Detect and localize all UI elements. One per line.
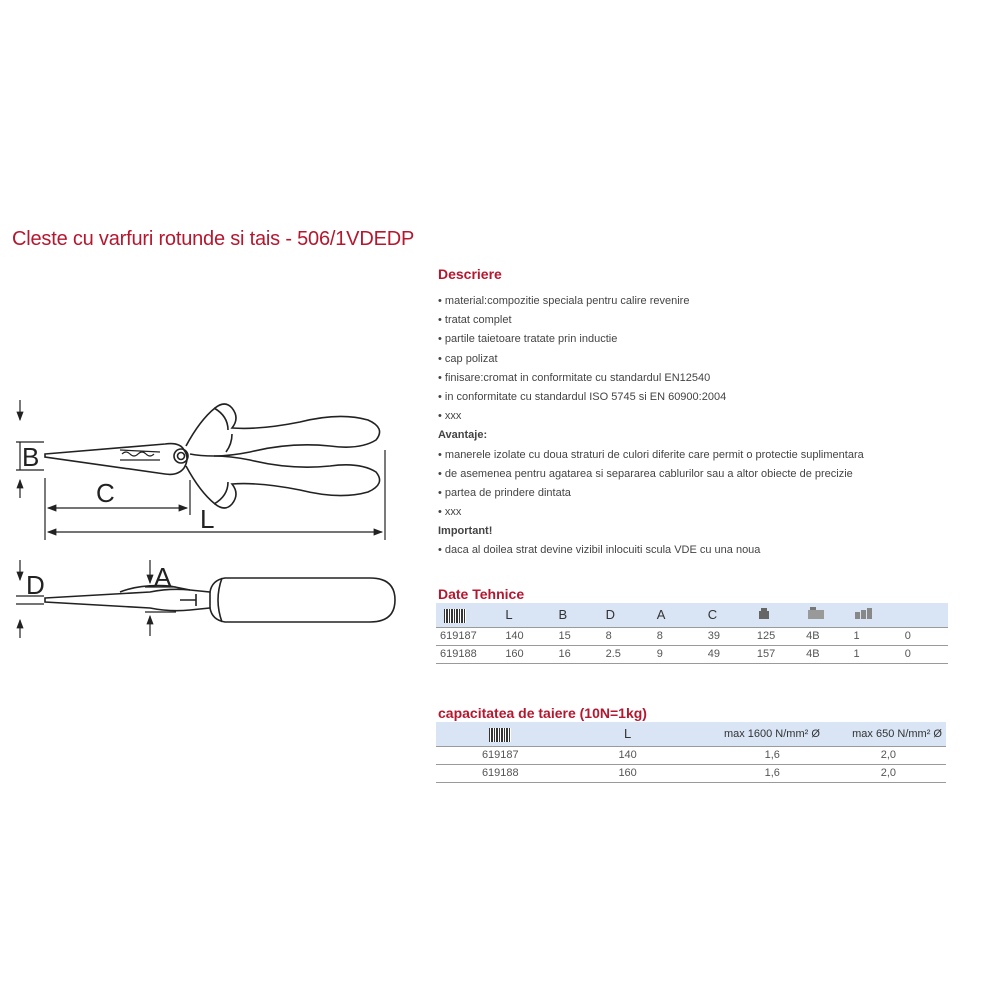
pliers-upper-handle xyxy=(186,404,380,456)
tech-cell: 157 xyxy=(757,645,806,663)
cutting-cell: 140 xyxy=(565,746,691,764)
tech-cell: 1 xyxy=(854,627,905,645)
advantages-heading: Avantaje: xyxy=(438,429,488,442)
tech-heading: Date Tehnice xyxy=(438,586,525,602)
dimension-label-b: B xyxy=(22,442,40,472)
dimension-label-c: C xyxy=(96,478,115,508)
tech-header-extra xyxy=(905,603,948,627)
cutting-cell: 2,0 xyxy=(828,764,946,782)
tech-cell: 125 xyxy=(757,627,806,645)
description-item: • finisare:cromat in conformitate cu standardul EN12540 xyxy=(438,371,711,384)
description-item: • material:compozitie speciala pentru calire revenire xyxy=(438,295,690,307)
barcode-icon xyxy=(436,603,505,627)
pliers-drawing xyxy=(0,380,420,680)
tech-header-d: D xyxy=(606,603,657,627)
cutting-header-1600: max 1600 N/mm² Ø xyxy=(691,722,828,746)
description-item: • xxx xyxy=(438,410,462,423)
table-row xyxy=(436,645,948,663)
tech-cell: 619188 xyxy=(436,645,505,663)
description-block xyxy=(438,292,988,561)
advantage-item: • partea de prindere dintata xyxy=(438,486,571,499)
tech-table-header xyxy=(436,603,948,627)
advantage-item: • manerele izolate cu doua straturi de culori diferite care permit o protectie suplimentara xyxy=(438,448,864,461)
pliers-pivot xyxy=(174,449,188,463)
tech-cell: 2.5 xyxy=(606,645,657,663)
tech-table xyxy=(436,603,948,664)
cutting-cell: 1,6 xyxy=(691,746,828,764)
dimension-label-a: A xyxy=(154,562,172,592)
page-title: Cleste cu varfuri rotunde si tais - 506/1VDEDP xyxy=(12,228,415,250)
dimension-label-d: D xyxy=(26,570,45,600)
tech-cell: 4B xyxy=(806,627,853,645)
box-quantity-icon xyxy=(854,603,905,627)
tech-cell: 8 xyxy=(657,627,708,645)
tech-cell: 15 xyxy=(558,627,605,645)
cutting-table-header xyxy=(436,722,946,746)
cutting-heading: capacitatea de taiere (10N=1kg) xyxy=(438,705,647,721)
description-item: • in conformitate cu standardul ISO 5745 si EN 60900:2004 xyxy=(438,390,727,403)
description-item: • partile taietoare tratate prin inductie xyxy=(438,333,618,346)
important-item: • daca al doilea strat devine vizibil inlocuiti scula VDE cu una noua xyxy=(438,544,761,557)
description-item: • tratat complet xyxy=(438,314,512,327)
description-item: • cap polizat xyxy=(438,352,498,365)
tech-cell: 160 xyxy=(505,645,558,663)
cutting-cell: 619188 xyxy=(436,764,565,782)
cutting-header-l: L xyxy=(565,722,691,746)
tech-header-a: A xyxy=(657,603,708,627)
tech-cell: 4B xyxy=(806,645,853,663)
description-heading: Descriere xyxy=(438,266,502,282)
cutting-cell: 619187 xyxy=(436,746,565,764)
tech-header-c: C xyxy=(708,603,757,627)
dimension-c-line xyxy=(45,478,190,515)
advantage-item: • xxx xyxy=(438,506,462,519)
cutting-table xyxy=(436,722,946,783)
tech-cell: 16 xyxy=(558,645,605,663)
pliers-jaw-serration xyxy=(120,450,160,460)
tech-cell: 140 xyxy=(505,627,558,645)
tech-cell: 8 xyxy=(606,627,657,645)
cutting-cell: 1,6 xyxy=(691,764,828,782)
table-row xyxy=(436,627,948,645)
pliers-jaw-outline xyxy=(45,444,187,475)
pliers-lower-handle xyxy=(186,456,380,508)
tech-cell: 9 xyxy=(657,645,708,663)
tech-cell: 0 xyxy=(905,645,948,663)
tech-cell: 39 xyxy=(708,627,757,645)
package-icon xyxy=(806,603,853,627)
tech-cell: 0 xyxy=(905,627,948,645)
cutting-cell: 2,0 xyxy=(828,746,946,764)
tech-cell: 619187 xyxy=(436,627,505,645)
tech-cell: 1 xyxy=(854,645,905,663)
cutting-header-650: max 650 N/mm² Ø xyxy=(828,722,946,746)
table-row xyxy=(436,746,946,764)
tech-header-l: L xyxy=(505,603,558,627)
cutting-cell: 160 xyxy=(565,764,691,782)
advantage-item: • de asemenea pentru agatarea si separarea cablurilor sau a altor obiecte de precizie xyxy=(438,467,853,480)
important-heading: Important! xyxy=(438,525,493,538)
table-row xyxy=(436,764,946,782)
dimension-label-l: L xyxy=(200,504,215,534)
barcode-icon xyxy=(436,722,565,746)
weight-icon xyxy=(757,603,806,627)
tech-cell: 49 xyxy=(708,645,757,663)
tech-header-b: B xyxy=(558,603,605,627)
